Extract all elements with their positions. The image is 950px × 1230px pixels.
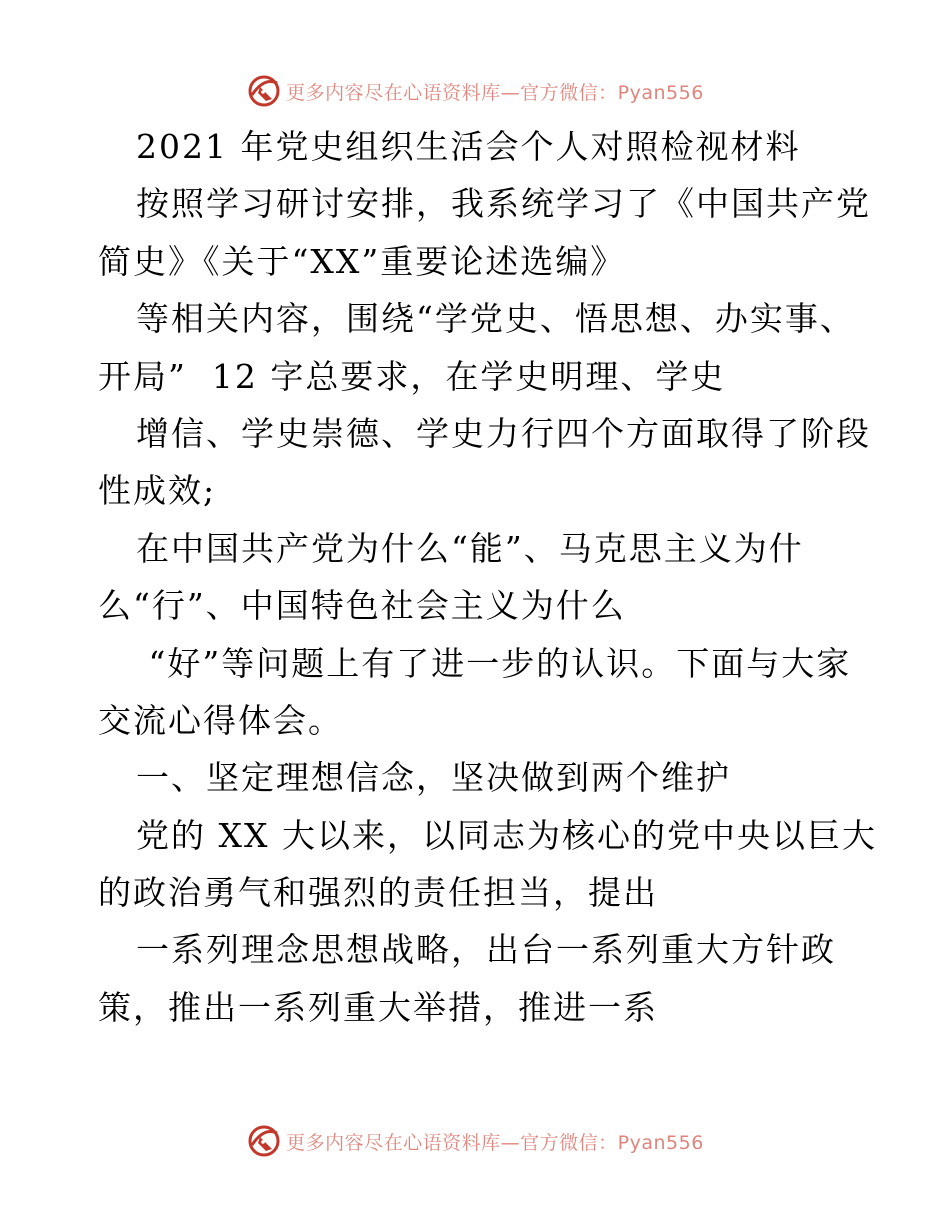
text-line: 一系列理念思想战略，出台一系列重大方针政 xyxy=(136,930,836,970)
text-line: 在中国共产党为什么“能”、马克思主义为什 xyxy=(136,528,804,568)
text-line: “好”等问题上有了进一步的认识。下面与大家 xyxy=(136,643,852,683)
document-body xyxy=(98,118,877,1036)
header-banner xyxy=(0,71,950,111)
footer-banner xyxy=(0,1121,950,1161)
text-line: 等相关内容，围绕“学党史、悟思想、办实事、 xyxy=(136,299,855,339)
text-line: 党的 XX 大以来，以同志为核心的党中央以巨大 xyxy=(136,815,877,855)
text-line: 策，推出一系列重大举措，推进一系 xyxy=(98,987,658,1027)
text-line: 交流心得体会。 xyxy=(98,700,343,740)
text-line: 2021 年党史组织生活会个人对照检视材料 xyxy=(136,127,801,166)
text-line: 一、坚定理想信念，坚决做到两个维护 xyxy=(136,758,731,798)
text-line: 开局” 12 字总要求，在学史明理、学史 xyxy=(98,356,726,396)
banner-text: 更多内容尽在心语资料库—官方微信：Pyan556 xyxy=(286,1131,704,1154)
banner-text: 更多内容尽在心语资料库—官方微信：Pyan556 xyxy=(286,81,704,104)
text-line: 性成效; xyxy=(98,471,217,511)
text-line: 按照学习研讨安排，我系统学习了《中国共产党 xyxy=(136,184,871,224)
pen-nib-logo-icon xyxy=(246,73,282,109)
pen-nib-logo-icon xyxy=(246,1123,282,1159)
text-line: 简史》《关于“XX”重要论述选编》 xyxy=(98,241,626,281)
text-line: 增信、学史崇德、学史力行四个方面取得了阶段 xyxy=(136,413,871,453)
text-line: 的政治勇气和强烈的责任担当，提出 xyxy=(98,873,658,913)
text-line: 么“行”、中国特色社会主义为什么 xyxy=(98,586,626,626)
